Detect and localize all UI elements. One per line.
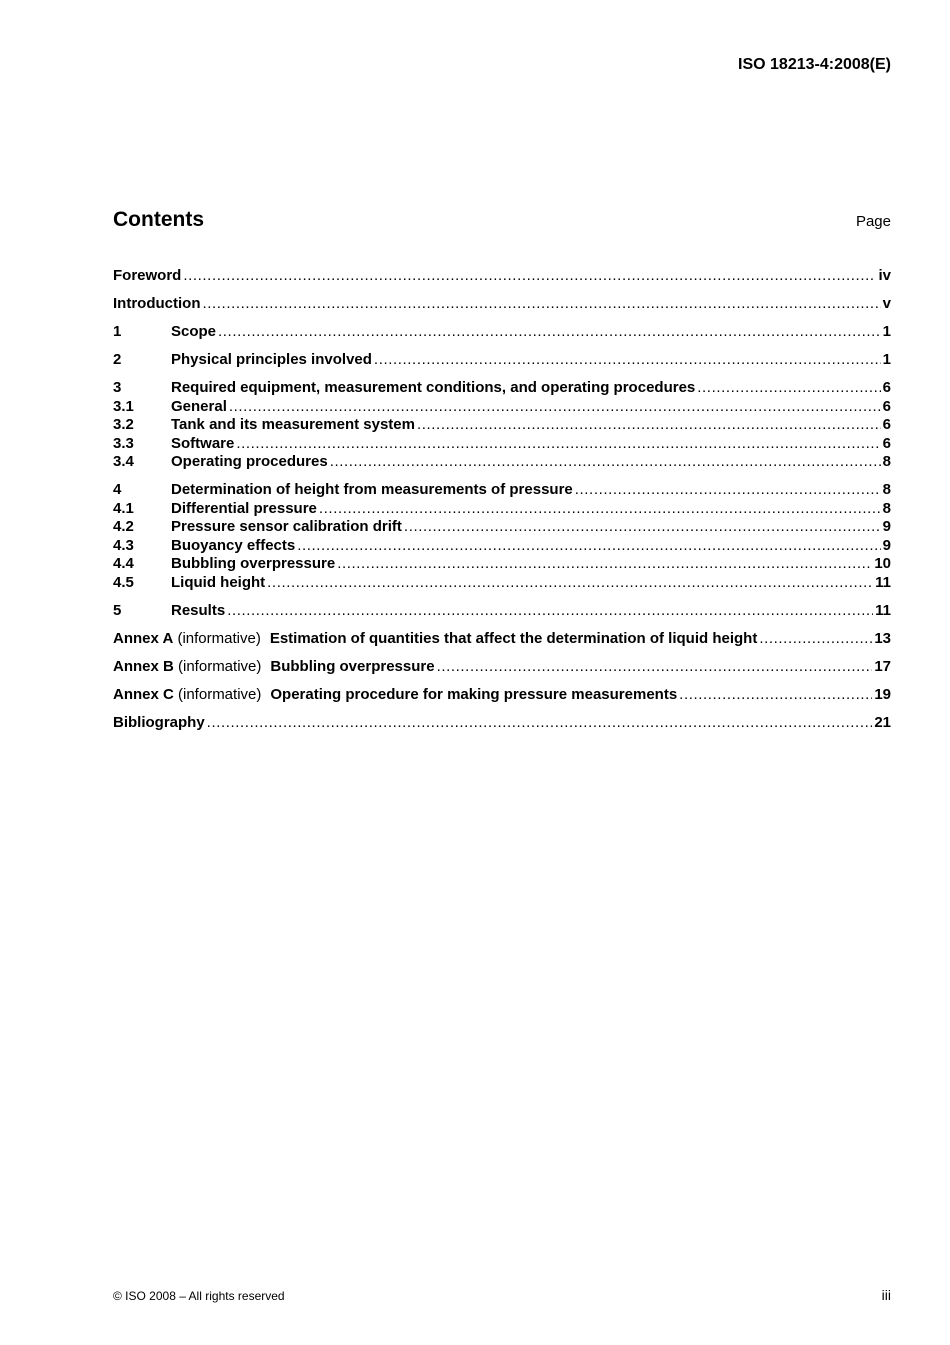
annex-prefix xyxy=(113,630,270,648)
toc-entry-annex-c[interactable] xyxy=(113,686,891,705)
table-of-contents xyxy=(113,267,891,732)
dot-leader xyxy=(679,686,872,704)
toc-title: Operating procedure for making pressure measurements xyxy=(270,685,678,703)
toc-number: 3.3 xyxy=(113,434,134,452)
toc-number: 4.4 xyxy=(113,555,134,572)
dot-leader xyxy=(236,435,880,453)
toc-entry-4-3[interactable] xyxy=(113,537,891,556)
dot-leader xyxy=(404,518,881,536)
annex-label: Annex B xyxy=(113,657,174,675)
toc-entry-3[interactable] xyxy=(113,379,891,398)
toc-entry-3-3[interactable] xyxy=(113,435,891,454)
toc-page: 19 xyxy=(874,685,891,703)
toc-title: Differential pressure xyxy=(171,499,317,517)
toc-page: 1 xyxy=(882,323,891,340)
toc-title: Foreword xyxy=(113,267,182,284)
dot-leader xyxy=(207,714,873,732)
dot-leader xyxy=(202,295,880,313)
toc-page: 8 xyxy=(882,453,891,470)
toc-entry-4-5[interactable] xyxy=(113,574,891,593)
toc-title: Bubbling overpressure xyxy=(171,555,336,572)
toc-entry-1[interactable] xyxy=(113,323,891,342)
dot-leader xyxy=(337,555,872,573)
toc-title: Physical principles involved xyxy=(171,351,372,368)
toc-title: Scope xyxy=(171,323,217,340)
annex-label: Annex C xyxy=(113,685,174,703)
toc-page: 6 xyxy=(882,416,891,433)
toc-page: 8 xyxy=(882,499,891,517)
dot-leader xyxy=(374,351,881,369)
annex-prefix xyxy=(113,686,270,704)
toc-page: 11 xyxy=(875,601,891,619)
toc-title: Liquid height xyxy=(171,573,266,591)
dot-leader xyxy=(417,416,881,434)
annex-type: (informative) xyxy=(178,685,262,703)
toc-page: 10 xyxy=(874,555,891,572)
annex-type: (informative) xyxy=(177,629,261,647)
toc-entry-introduction[interactable] xyxy=(113,295,891,314)
document-id: ISO 18213-4:2008(E) xyxy=(738,56,891,73)
toc-entry-2[interactable] xyxy=(113,351,891,370)
toc-number: 3.2 xyxy=(113,416,134,433)
toc-page: v xyxy=(882,295,891,312)
toc-page: iv xyxy=(878,267,891,284)
toc-entry-4-1[interactable] xyxy=(113,500,891,519)
toc-title: Software xyxy=(171,434,235,452)
toc-title: Pressure sensor calibration drift xyxy=(171,518,402,535)
toc-number: 4.2 xyxy=(113,518,134,535)
toc-page: 9 xyxy=(882,536,891,554)
toc-title: Operating procedures xyxy=(171,453,328,470)
toc-page: 11 xyxy=(875,573,891,591)
contents-title: Contents xyxy=(113,208,204,231)
toc-entry-bibliography[interactable] xyxy=(113,714,891,733)
toc-page: 21 xyxy=(874,713,891,731)
toc-entry-3-1[interactable] xyxy=(113,398,891,417)
toc-entry-4[interactable] xyxy=(113,481,891,500)
dot-leader xyxy=(330,453,881,471)
toc-title: Tank and its measurement system xyxy=(171,416,415,433)
toc-entry-4-2[interactable] xyxy=(113,518,891,537)
toc-number: 4.1 xyxy=(113,499,134,517)
toc-number: 4.3 xyxy=(113,536,134,554)
dot-leader xyxy=(227,602,873,620)
toc-page: 6 xyxy=(882,397,891,415)
toc-title: Bubbling overpressure xyxy=(270,657,435,675)
contents-header xyxy=(113,208,891,232)
toc-number: 3.1 xyxy=(113,397,134,415)
toc-page: 1 xyxy=(882,351,891,368)
toc-page: 6 xyxy=(882,434,891,452)
dot-leader xyxy=(183,267,876,285)
annex-prefix xyxy=(113,658,270,676)
toc-title: Bibliography xyxy=(113,713,205,731)
toc-number: 3.4 xyxy=(113,453,134,470)
annex-label: Annex A xyxy=(113,629,174,647)
toc-title: Estimation of quantities that affect the determination of liquid height xyxy=(269,629,758,647)
dot-leader xyxy=(575,481,881,499)
dot-leader xyxy=(697,379,880,397)
dot-leader xyxy=(267,574,873,592)
toc-title: Buoyancy effects xyxy=(171,536,296,554)
toc-entry-3-2[interactable] xyxy=(113,416,891,435)
toc-page: 17 xyxy=(874,657,891,675)
toc-title: Required equipment, measurement conditions, and operating procedures xyxy=(171,379,696,396)
toc-entry-annex-a[interactable] xyxy=(113,630,891,649)
toc-title: Results xyxy=(171,601,226,619)
page-column-label: Page xyxy=(855,213,891,230)
toc-number: 4.5 xyxy=(113,573,134,591)
toc-entry-5[interactable] xyxy=(113,602,891,621)
toc-number: 4 xyxy=(113,481,122,498)
dot-leader xyxy=(319,500,881,518)
dot-leader xyxy=(218,323,881,341)
toc-number: 3 xyxy=(113,379,122,396)
toc-title: General xyxy=(171,397,227,415)
toc-entry-4-4[interactable] xyxy=(113,555,891,574)
copyright-notice: © ISO 2008 – All rights reserved xyxy=(113,1289,285,1303)
toc-page: 9 xyxy=(882,518,891,535)
dot-leader xyxy=(297,537,880,555)
toc-page: 6 xyxy=(882,379,891,396)
toc-number: 2 xyxy=(113,351,122,368)
dot-leader xyxy=(759,630,872,648)
toc-number: 5 xyxy=(113,601,122,619)
toc-page: 13 xyxy=(874,629,891,647)
toc-entry-3-4[interactable] xyxy=(113,453,891,472)
dot-leader xyxy=(437,658,873,676)
toc-entry-annex-b[interactable] xyxy=(113,658,891,677)
toc-page: 8 xyxy=(882,481,891,498)
toc-title: Determination of height from measurements of pressure xyxy=(171,481,573,498)
dot-leader xyxy=(229,398,881,416)
toc-title: Introduction xyxy=(113,295,201,312)
page-number: iii xyxy=(881,1287,891,1303)
annex-type: (informative) xyxy=(178,657,262,675)
toc-number: 1 xyxy=(113,323,122,340)
toc-entry-foreword[interactable] xyxy=(113,267,891,286)
